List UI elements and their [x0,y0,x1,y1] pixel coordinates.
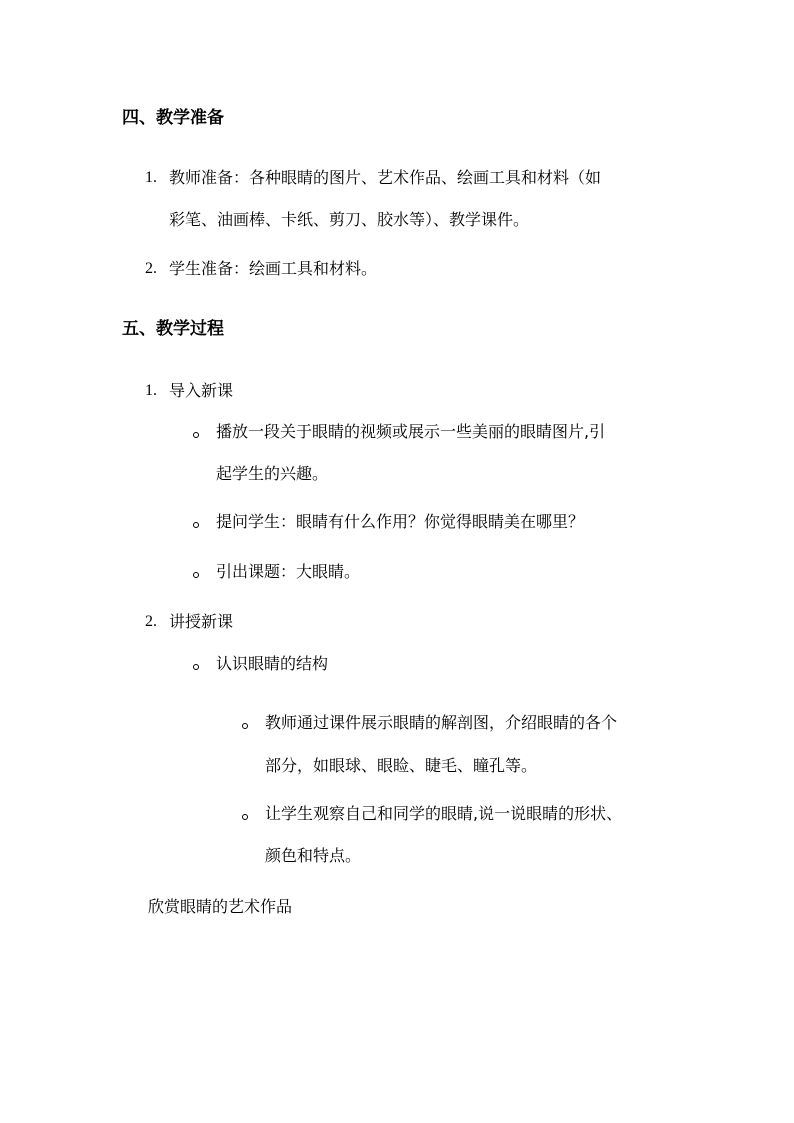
circle-bullet-icon [193,572,199,578]
sub-bullet-text: 让学生观察自己和同学的眼睛,说一说眼睛的形状、 [265,804,623,823]
sub-bullet-text-continued: 颜色和特点。 [265,846,362,865]
item-text: 教师准备：各种眼睛的图片、艺术作品、绘画工具和材料（如 [169,168,602,187]
bullet-text: 提问学生：眼睛有什么作用？你觉得眼睛美在哪里？ [216,512,585,531]
item-text: 学生准备：绘画工具和材料。 [169,259,378,278]
item-number: 2. [145,613,157,630]
sub-bullet-text: 教师通过课件展示眼睛的解剖图，介绍眼睛的各个 [265,713,618,732]
item-number: 1. [145,169,157,186]
section-heading-preparation: 四、教学准备 [122,108,224,128]
circle-bullet-icon [242,814,248,820]
item-title: 导入新课 [169,381,234,400]
section-heading-process: 五、教学过程 [122,319,224,339]
item-number: 1. [145,382,157,399]
circle-bullet-icon [193,522,199,528]
item-title: 讲授新课 [169,612,234,631]
bullet-text-continued: 起学生的兴趣。 [216,464,329,483]
bullet-text: 播放一段关于眼睛的视频或展示一些美丽的眼睛图片,引 [216,422,606,441]
circle-bullet-icon [193,432,199,438]
trailing-text: 欣赏眼睛的艺术作品 [148,897,293,916]
item-text-continued: 彩笔、油画棒、卡纸、剪刀、胶水等）、教学课件。 [169,210,530,229]
item-number: 2. [145,260,157,277]
bullet-text: 引出课题：大眼睛。 [216,562,361,581]
circle-bullet-icon [242,723,248,729]
circle-bullet-icon [193,664,199,670]
bullet-text: 认识眼睛的结构 [216,654,329,673]
sub-bullet-text-continued: 部分，如眼球、眼睑、睫毛、瞳孔等。 [265,756,538,775]
